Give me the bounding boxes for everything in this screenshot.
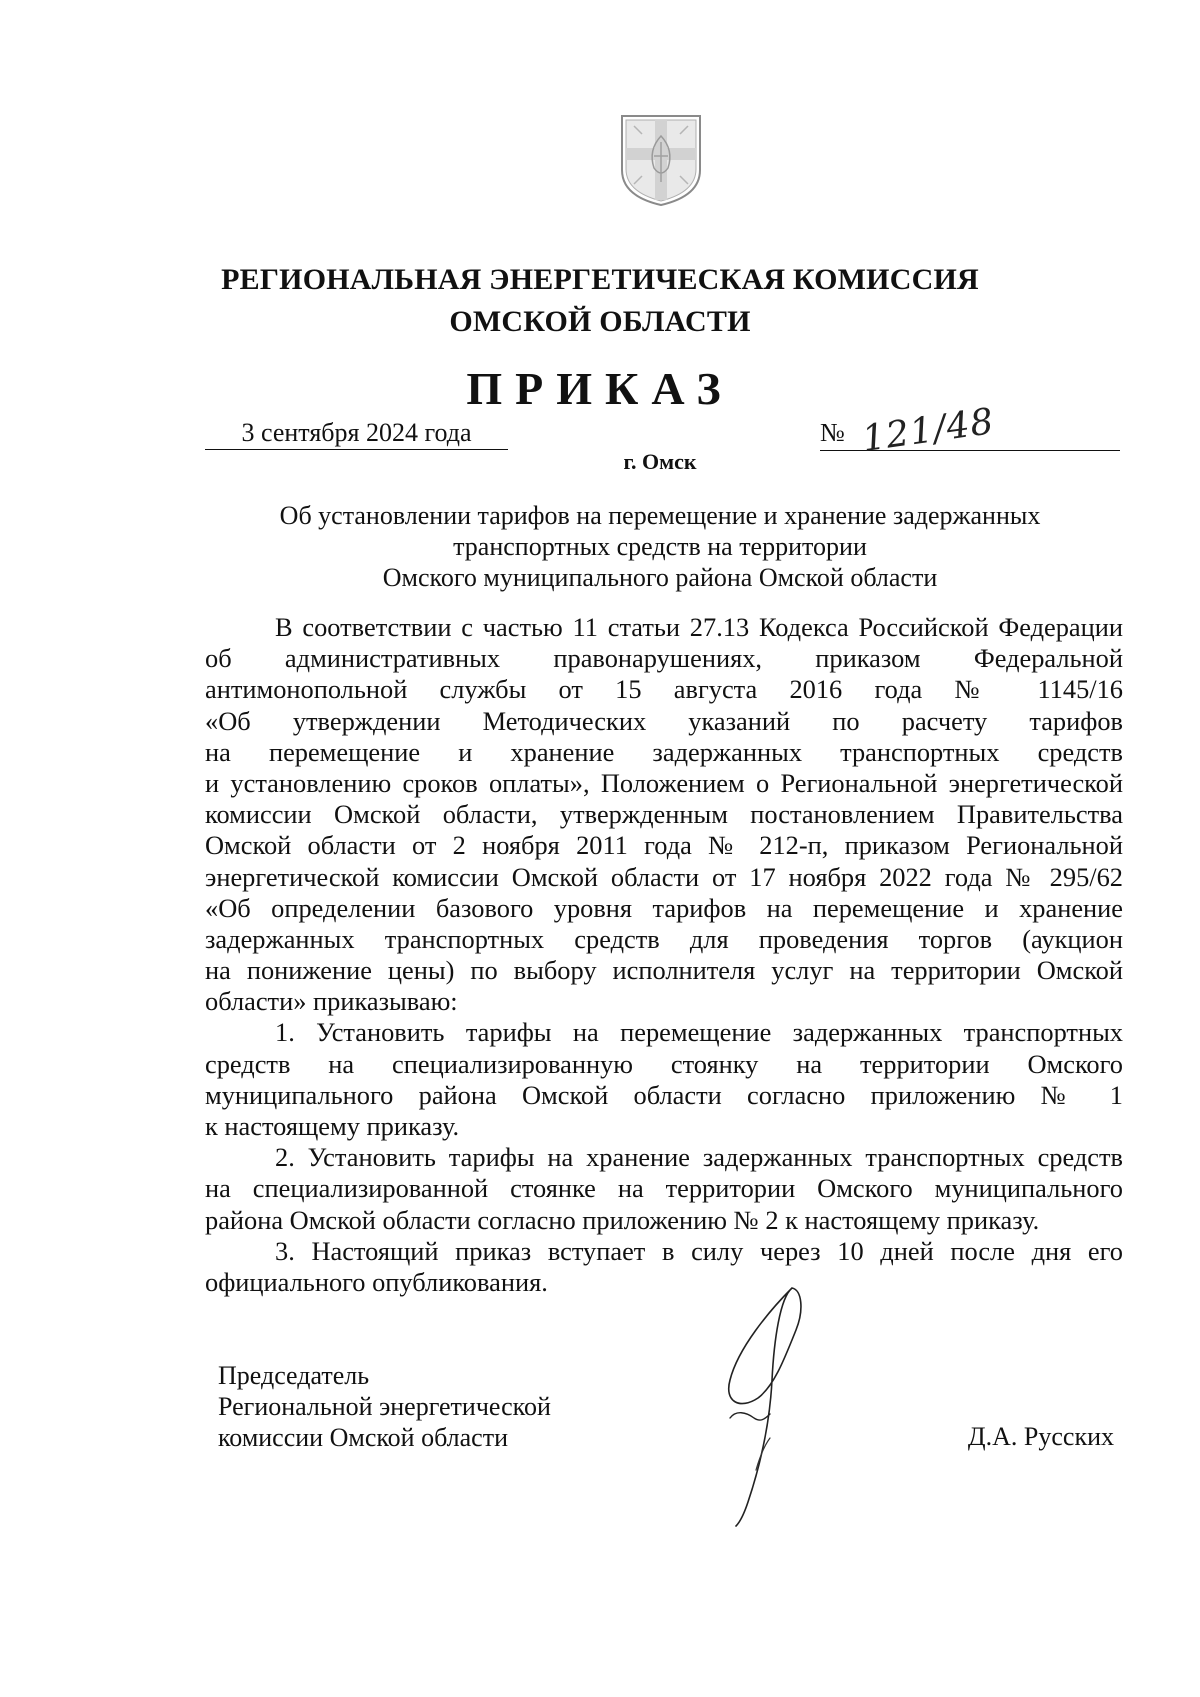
signer-position-line: комиссии Омской области xyxy=(218,1423,508,1452)
body-line: и установлению сроков оплаты», Положением о Региональной энергетической xyxy=(205,767,1123,798)
org-name-line1: РЕГИОНАЛЬНАЯ ЭНЕРГЕТИЧЕСКАЯ КОМИССИЯ xyxy=(221,263,979,296)
body-line: «Об определении базового уровня тарифов на перемещение и хранение xyxy=(205,892,1123,923)
document-type-title: ПРИКАЗ xyxy=(466,363,734,414)
subject-line: Омского муниципального района Омской области xyxy=(382,563,938,592)
coat-of-arms-icon xyxy=(618,112,704,208)
body-line: на перемещение и хранение задержанных транспортных средств xyxy=(205,736,1123,767)
body-line: района Омской области согласно приложению № 2 к настоящему приказу. xyxy=(205,1204,1040,1235)
signature-icon xyxy=(700,1270,850,1530)
signer-position xyxy=(218,1360,551,1453)
document-number: 121/48 xyxy=(859,400,997,461)
org-name-line2: ОМСКОЙ ОБЛАСТИ xyxy=(449,305,751,338)
document-date: 3 сентября 2024 года xyxy=(205,418,508,450)
body-line: области» приказываю: xyxy=(205,986,458,1017)
body-line: 3. Настоящий приказ вступает в силу через 10 дней после дня его xyxy=(275,1235,1123,1266)
body-line: об административных правонарушениях, приказом Федеральной xyxy=(205,643,1123,674)
body-line: 1. Установить тарифы на перемещение задержанных транспортных xyxy=(275,1017,1123,1048)
number-label: № xyxy=(820,418,845,447)
subject-line: транспортных средств на территории xyxy=(453,532,867,561)
body-line: «Об утверждении Методических указаний по расчету тарифов xyxy=(205,705,1123,736)
body-line: антимонопольной службы от 15 августа 2016 года № 1145/16 xyxy=(205,674,1123,705)
signer-position-line: Региональной энергетической xyxy=(218,1392,551,1421)
body-line: средств на специализированную стоянку на территории Омского xyxy=(205,1048,1123,1079)
body-line: комиссии Омской области, утвержденным постановлением Правительства xyxy=(205,799,1123,830)
body-line: официального опубликования. xyxy=(205,1266,548,1297)
body-line: В соответствии с частью 11 статьи 27.13 Кодекса Российской Федерации xyxy=(275,612,1123,642)
body-line: энергетической комиссии Омской области от 17 ноября 2022 года № 295/62 xyxy=(205,861,1123,892)
document-number-field xyxy=(820,400,1120,461)
body-line: муниципального района Омской области согласно приложению № 1 xyxy=(205,1079,1123,1110)
body-line: Омской области от 2 ноября 2011 года № 212-п, приказом Региональной xyxy=(205,830,1123,861)
body-line: на специализированной стоянке на территории Омского муниципального xyxy=(205,1173,1123,1204)
body-line: задержанных транспортных средств для проведения торгов (аукцион xyxy=(205,923,1123,954)
body-line: на понижение цены) по выбору исполнителя услуг на территории Омской xyxy=(205,955,1123,986)
signer-position-line: Председатель xyxy=(218,1361,370,1390)
body-line: к настоящему приказу. xyxy=(205,1111,460,1141)
city: г. Омск xyxy=(623,449,697,474)
subject-line: Об установлении тарифов на перемещение и хранение задержанных xyxy=(279,501,1041,530)
document-body xyxy=(205,612,1123,1298)
body-line: 2. Установить тарифы на хранение задержанных транспортных средств xyxy=(275,1142,1123,1173)
document-subject xyxy=(230,500,1090,593)
signer-name: Д.А. Русских xyxy=(967,1422,1114,1451)
